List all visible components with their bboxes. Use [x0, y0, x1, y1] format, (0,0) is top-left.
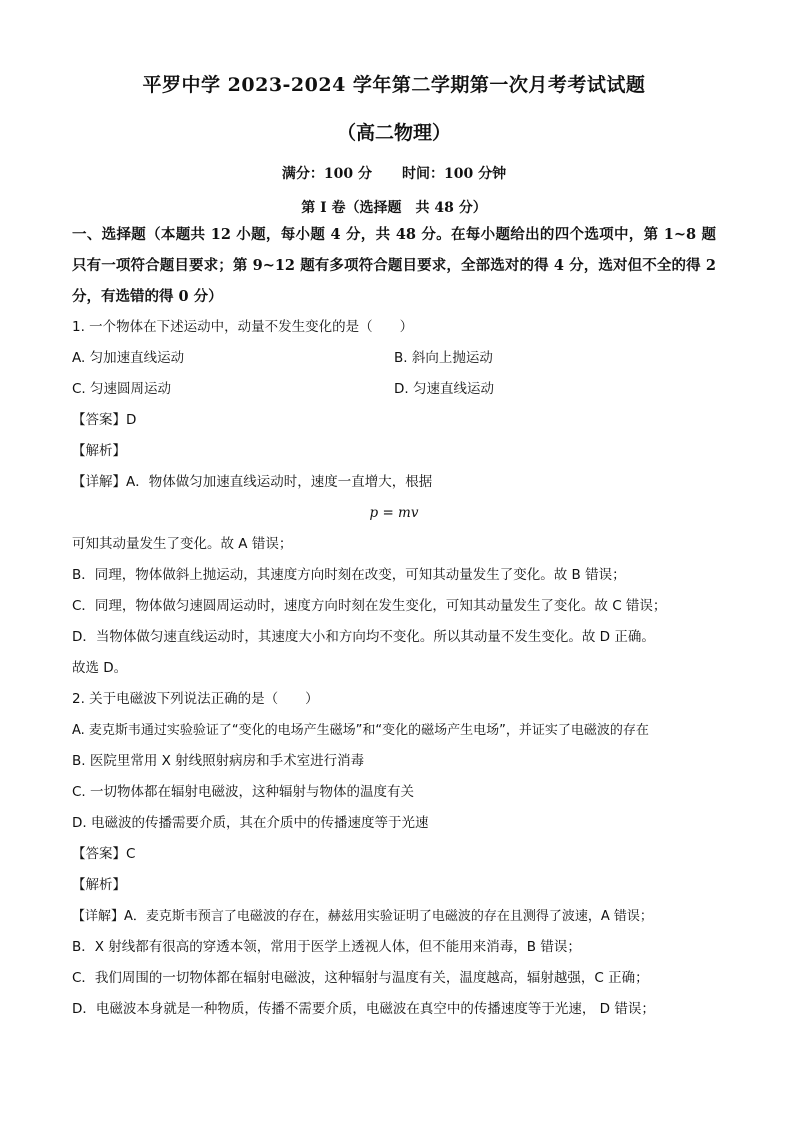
conclusion-line: 故选 D。 — [72, 660, 128, 676]
option-b: B. 斜向上抛运动 — [394, 350, 493, 366]
detail-line: C．同理，物体做匀速圆周运动时，速度方向时刻在发生变化，可知其动量发生了变化。故 C 错误； — [72, 598, 667, 614]
detail-line: D．电磁波本身就是一种物质，传播不需要介质，电磁波在真空中的传播速度等于光速， D 错误； — [72, 1001, 655, 1017]
detail-line: C．我们周围的一切物体都在辐射电磁波，这种辐射与温度有关，温度越高，辐射越强，C 正确； — [72, 970, 649, 986]
analysis-label: 【解析】 — [72, 443, 126, 459]
option-a: A. 麦克斯韦通过实验验证了“变化的电场产生磁场”和“变化的磁场产生电场”，并证实了电磁波的存在 — [72, 723, 649, 738]
momentum-formula: p = mv — [369, 505, 419, 521]
volume-heading: 第 I 卷（选择题 共 48 分） — [301, 200, 487, 216]
exam-meta — [72, 163, 716, 183]
question-1 — [72, 312, 716, 684]
option-c: C. 一切物体都在辐射电磁波，这种辐射与物体的温度有关 — [72, 784, 415, 800]
detail-line: 【详解】A．物体做匀加速直线运动时，速度一直增大，根据 — [72, 474, 433, 490]
option-row — [72, 374, 716, 405]
answer-label: 【答案】C — [72, 846, 136, 862]
question-stem: 1. 一个物体在下述运动中，动量不发生变化的是（ ） — [72, 319, 414, 335]
exam-subtitle: （高二物理） — [336, 122, 451, 144]
score-info: 满分：100 分 — [281, 166, 372, 182]
detail-line: D．当物体做匀速直线运动时，其速度大小和方向均不变化。所以其动量不发生变化。故 D 正确。 — [72, 629, 655, 645]
option-b: B. 医院里常用 X 射线照射病房和手术室进行消毒 — [72, 753, 365, 769]
detail-line: 【详解】A．麦克斯韦预言了电磁波的存在，赫兹用实验证明了电磁波的存在且测得了波速，A 错误； — [72, 909, 653, 924]
question-2 — [72, 684, 716, 1025]
detail-line: B．X 射线都有很高的穿透本领，常用于医学上透视人体，但不能用来消毒，B 错误； — [72, 939, 581, 955]
detail-line: B．同理，物体做斜上抛运动，其速度方向时刻在改变，可知其动量发生了变化。故 B 错误； — [72, 567, 626, 583]
answer-label: 【答案】D — [72, 412, 137, 428]
option-c: C. 匀速圆周运动 — [72, 381, 172, 397]
option-d: D. 匀速直线运动 — [394, 381, 494, 397]
option-row — [72, 343, 716, 374]
detail-line: 可知其动量发生了变化。故 A 错误； — [72, 536, 293, 552]
question-stem: 2. 关于电磁波下列说法正确的是（ ） — [72, 691, 319, 707]
time-info: 时间：100 分钟 — [402, 166, 507, 182]
section-instructions: 一、选择题（本题共 12 小题，每小题 4 分，共 48 分。在每小题给出的四个选项中，第 1~8 题只有一项符合题目要求；第 9~12 题有多项符合题目要求，全部选对的得 4 分，选对但不全的得 2 分，有选错的得 0 分） — [72, 226, 716, 305]
analysis-label: 【解析】 — [72, 877, 126, 893]
option-d: D. 电磁波的传播需要介质，其在介质中的传播速度等于光速 — [72, 815, 429, 831]
option-a: A. 匀加速直线运动 — [72, 350, 185, 366]
exam-title: 平罗中学 2023-2024 学年第二学期第一次月考考试试题 — [142, 74, 646, 96]
